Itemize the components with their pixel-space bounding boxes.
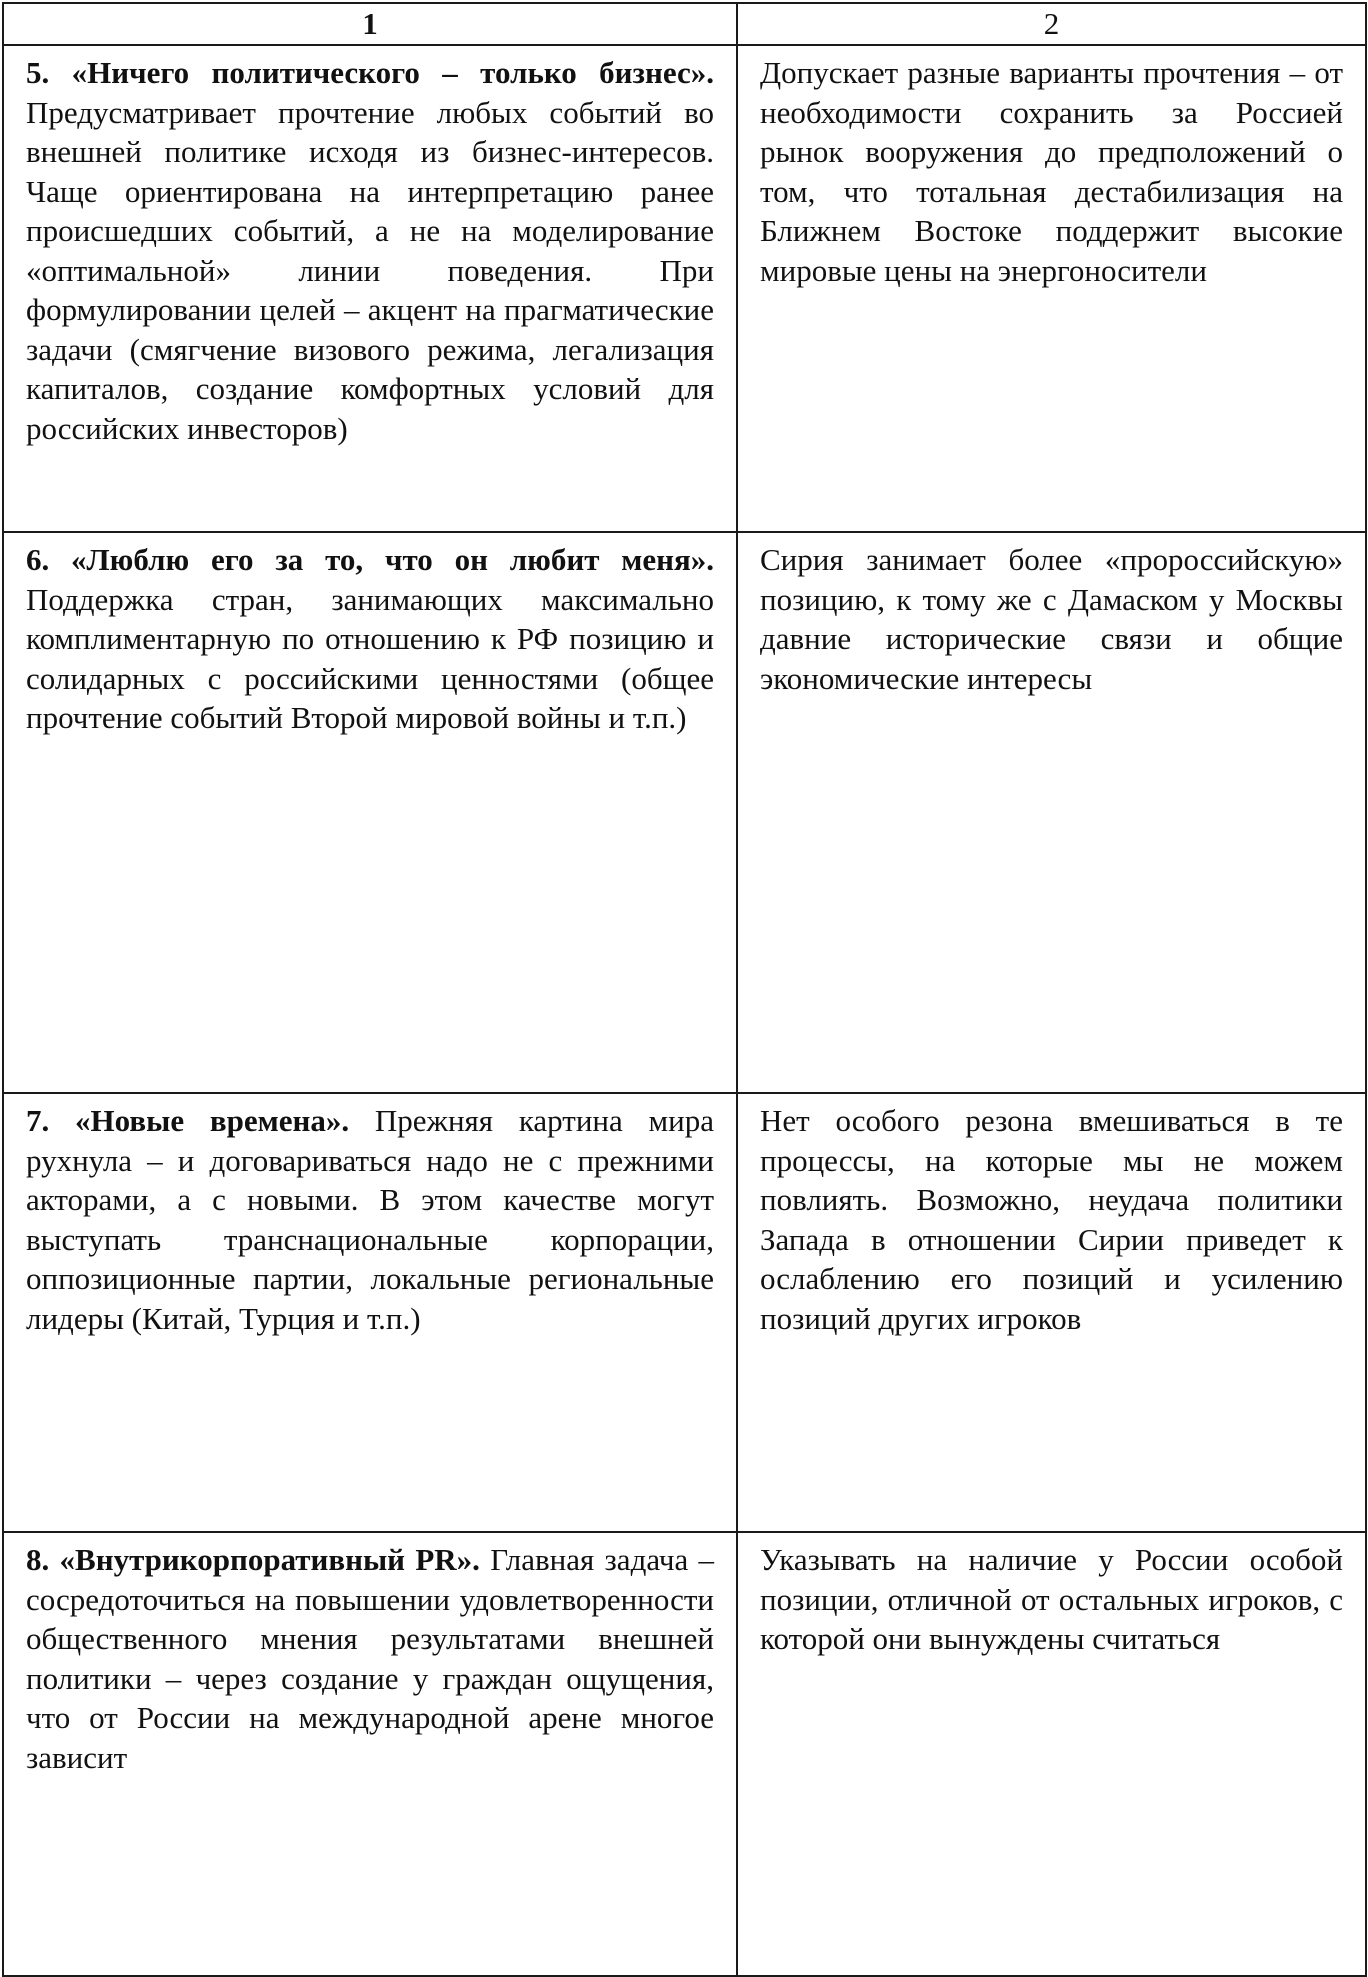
column-header-2: 2 — [737, 3, 1366, 45]
row-8-interpretation-cell: Указывать на наличие у России особой позиции, отличной от остальных игроков, с которой они вынуждены считаться — [737, 1532, 1366, 1976]
row-8-strategy-title: 8. «Внутрикорпоративный PR». — [26, 1542, 480, 1577]
row-6-interpretation-cell: Сирия занимает более «пророссийскую» позицию, к тому же с Дамаском у Москвы давние исторические связи и общие экономические интересы — [737, 532, 1366, 1093]
row-6-strategy-title: 6. «Люблю его за то, что он любит меня». — [26, 542, 714, 577]
row-7-strategy-cell — [3, 1093, 737, 1532]
table-header-row — [3, 3, 1366, 45]
row-5-strategy-description: Предусматривает прочтение любых событий во внешней политике исходя из бизнес-интересов. Чаще ориентирована на интерпретацию ранее происшедших событий, а не на моделирование «оптимальной» линии поведения. При формулировании целей – акцент на прагматические задачи (смягчение визового режима, легализация капиталов, создание комфортных условий для российских инвесторов) — [26, 94, 714, 446]
row-6-strategy-description: Поддержка стран, занимающих максимально комплиментарную по отношению к РФ позицию и солидарных с российскими ценностями (общее прочтение событий Второй мировой войны и т.п.) — [26, 581, 714, 735]
row-5-interpretation-cell: Допускает разные варианты прочтения – от необходимости сохранить за Россией рынок вооружения до предположений о том, что тотальная дестабилизация на Ближнем Востоке поддержит высокие мировые цены на энергоносители — [737, 45, 1366, 532]
row-5-strategy-cell — [3, 45, 737, 532]
row-8-strategy-cell — [3, 1532, 737, 1976]
row-7-interpretation-cell: Нет особого резона вмешиваться в те процессы, на которые мы не можем повлиять. Возможно, неудача политики Запада в отношении Сирии приведет к ослаблению его позиций и усилению позиций других игроков — [737, 1093, 1366, 1532]
table-row — [3, 1093, 1366, 1532]
row-6-strategy-cell — [3, 532, 737, 1093]
comparison-table — [2, 2, 1367, 1977]
row-7-strategy-description: Прежняя картина мира рухнула – и договариваться надо не с прежними акторами, а с новыми. В этом качестве могут выступать транснациональные корпорации, оппозиционные партии, локальные региональные лидеры (Китай, Турция и т.п.) — [26, 1103, 714, 1336]
row-7-strategy-title: 7. «Новые времена». — [26, 1103, 350, 1138]
table-row — [3, 532, 1366, 1093]
row-8-strategy-description: Главная задача – сосредоточиться на повышении удовлетворенности общественного мнения результатами внешней политики – через создание у граждан ощущения, что от России на международной арене многое зависит — [26, 1542, 714, 1775]
table-row — [3, 1532, 1366, 1976]
table-row — [3, 45, 1366, 532]
row-5-strategy-title: 5. «Ничего политического – только бизнес». — [26, 55, 714, 90]
column-header-1: 1 — [3, 3, 737, 45]
